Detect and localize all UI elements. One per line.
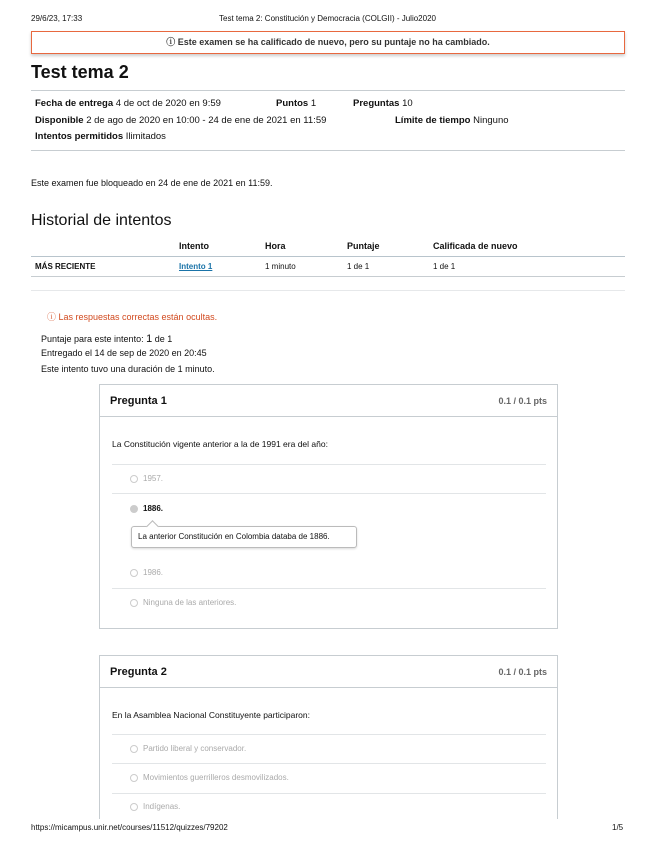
divider <box>31 290 625 291</box>
attempts-allowed: Intentos permitidos Ilimitados <box>35 131 166 142</box>
divider <box>112 734 546 735</box>
table-header-divider <box>31 256 625 257</box>
answer-feedback: La anterior Constitución en Colombia databa de 1886. <box>131 526 357 548</box>
question-points: 0.1 / 0.1 pts <box>498 395 547 406</box>
question-2 <box>99 655 558 825</box>
radio-icon <box>130 475 138 483</box>
radio-checked-icon <box>130 505 138 513</box>
print-page-title: Test tema 2: Constitución y Democracia (COLGII) - Julio2020 <box>219 14 436 23</box>
regraded-banner <box>31 31 625 54</box>
time-limit: Límite de tiempo Ninguno <box>395 115 509 126</box>
points: Puntos 1 <box>276 98 317 109</box>
answer-option[interactable]: 1957. <box>130 474 163 483</box>
question-header <box>100 385 557 417</box>
row-regraded: 1 de 1 <box>433 262 456 271</box>
divider <box>112 464 546 465</box>
question-text: La Constitución vigente anterior a la de 1991 era del año: <box>112 439 328 449</box>
answer-option[interactable]: 1986. <box>130 568 163 577</box>
answer-option[interactable]: Partido liberal y conservador. <box>130 744 246 753</box>
answer-option[interactable]: Ninguna de las anteriores. <box>130 598 236 607</box>
print-url: https://micampus.unir.net/courses/11512/quizzes/79202 <box>31 823 228 832</box>
attempt-score: Puntaje para este intento: 1 de 1 <box>41 333 173 345</box>
submitted-at: Entregado el 14 de sep de 2020 en 20:45 <box>41 348 207 358</box>
col-time: Hora <box>265 241 286 251</box>
question-1 <box>99 384 558 629</box>
attempt-link[interactable]: Intento 1 <box>179 262 213 271</box>
question-title: Pregunta 2 <box>110 665 167 678</box>
hidden-answers-warning: ⓘ Las respuestas correctas están ocultas. <box>47 312 218 322</box>
radio-icon <box>130 803 138 811</box>
due-date: Fecha de entrega 4 de oct de 2020 en 9:59 <box>35 98 221 109</box>
divider <box>31 90 625 91</box>
answer-option-selected[interactable]: 1886. <box>130 504 163 513</box>
answer-option[interactable]: Movimientos guerrilleros desmovilizados. <box>130 773 289 782</box>
divider <box>112 763 546 764</box>
print-page-number: 1/5 <box>612 823 624 832</box>
row-score: 1 de 1 <box>347 262 370 271</box>
divider <box>112 793 546 794</box>
row-time: 1 minuto <box>265 262 296 271</box>
attempt-duration: Este intento tuvo una duración de 1 minuto. <box>41 364 215 374</box>
print-datetime: 29/6/23, 17:33 <box>31 14 83 23</box>
history-title: Historial de intentos <box>31 212 172 229</box>
divider <box>31 150 625 151</box>
page-title: Test tema 2 <box>31 62 129 82</box>
question-points: 0.1 / 0.1 pts <box>498 666 547 677</box>
divider <box>112 493 546 494</box>
questions-count: Preguntas 10 <box>353 98 413 109</box>
alert-banner-text: ⓘ Este examen se ha calificado de nuevo, pero su puntaje no ha cambiado. <box>166 37 490 47</box>
radio-icon <box>130 745 138 753</box>
radio-icon <box>130 569 138 577</box>
radio-icon <box>130 599 138 607</box>
question-title: Pregunta 1 <box>110 394 167 407</box>
divider <box>31 276 625 277</box>
question-text: En la Asamblea Nacional Constituyente participaron: <box>112 710 310 720</box>
row-label: MÁS RECIENTE <box>35 262 96 271</box>
radio-icon <box>130 774 138 782</box>
col-attempt: Intento <box>179 241 209 251</box>
answer-option[interactable]: Indígenas. <box>130 802 180 811</box>
col-score: Puntaje <box>347 241 380 251</box>
question-header <box>100 656 557 688</box>
col-regraded: Calificada de nuevo <box>433 241 518 251</box>
locked-notice: Este examen fue bloqueado en 24 de ene de 2021 en 11:59. <box>31 178 273 188</box>
available: Disponible 2 de ago de 2020 en 10:00 - 24 de ene de 2021 en 11:59 <box>35 115 327 126</box>
divider <box>112 588 546 589</box>
